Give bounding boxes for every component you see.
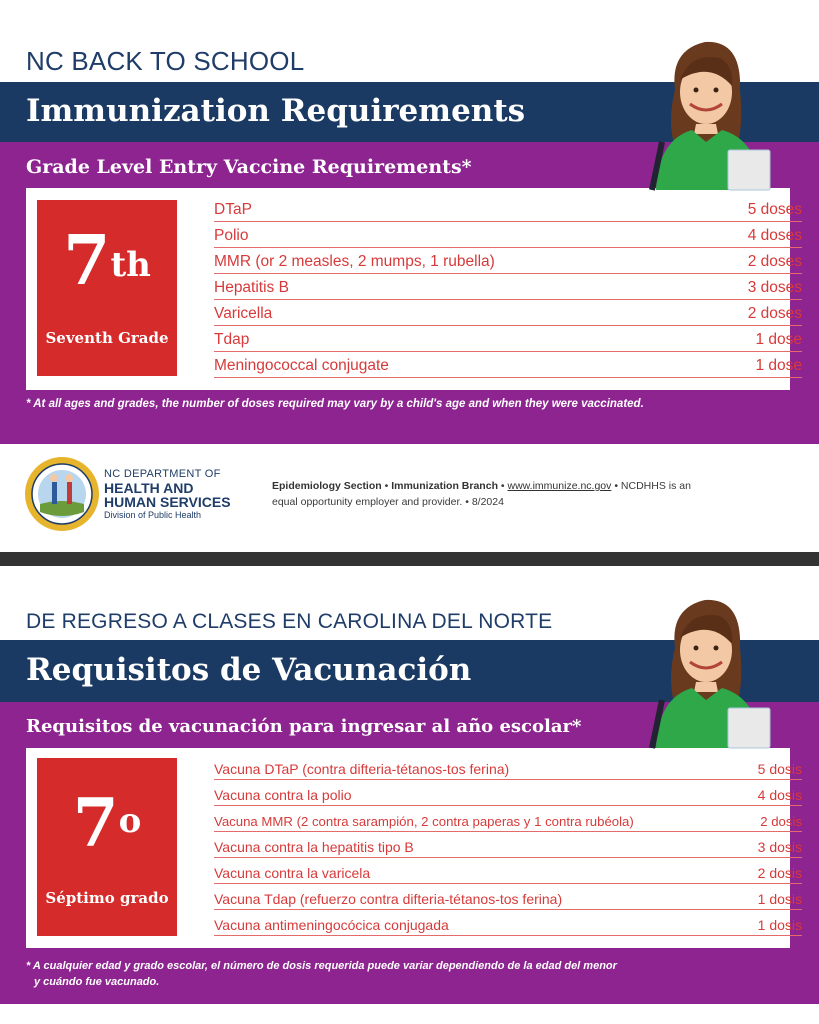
spanish-footnote [26, 958, 806, 990]
spanish-kicker: DE REGRESO A CLASES EN CAROLINA DEL NORTE [26, 610, 553, 633]
spanish-title: Requisitos de Vacunación [26, 652, 472, 688]
vaccine-doses: 1 dose [755, 331, 802, 348]
english-vaccine-row [214, 274, 802, 300]
spanish-vaccine-row [214, 780, 802, 806]
english-kicker: NC BACK TO SCHOOL [26, 46, 305, 76]
english-vaccine-row [214, 352, 802, 378]
footer-bullet: • [465, 496, 469, 508]
vaccine-doses: 1 dosis [757, 917, 802, 933]
footer-notice-b: equal opportunity employer and provider. [272, 496, 463, 508]
vaccine-doses: 1 dose [755, 357, 802, 374]
vaccine-name: Polio [214, 227, 249, 244]
spanish-requirements-card [26, 748, 802, 948]
spanish-footnote-line-2: y cuándo fue vacunado. [34, 976, 160, 988]
spanish-vaccine-row [214, 832, 802, 858]
english-subtitle: Grade Level Entry Vaccine Requirements* [26, 156, 472, 178]
english-vaccine-row [214, 326, 802, 352]
footer-branch: Immunization Branch [391, 480, 498, 492]
footer-date: 8/2024 [471, 496, 504, 508]
spanish-vaccine-row [214, 910, 802, 936]
dept-line-3: HUMAN SERVICES [104, 494, 231, 510]
english-grade-number: 7 [63, 221, 111, 301]
vaccine-doses: 5 dosis [757, 761, 802, 777]
footer-section: Epidemiology Section [272, 480, 382, 492]
spanish-subtitle: Requisitos de vacunación para ingresar al año escolar* [26, 716, 582, 737]
english-grade-box [37, 200, 177, 376]
english-footnote: * At all ages and grades, the number of doses required may vary by a child's age and when they were vaccinated. [26, 398, 644, 410]
vaccine-name: Hepatitis B [214, 279, 289, 296]
section-divider [0, 552, 819, 566]
vaccine-name: Meningococcal conjugate [214, 357, 389, 374]
footer-bullet: • [500, 480, 505, 492]
vaccine-doses: 4 doses [747, 227, 802, 244]
vaccine-name: Tdap [214, 331, 250, 348]
vaccine-name: Vacuna antimeningocócica conjugada [214, 917, 449, 933]
dept-line-2: HEALTH AND [104, 480, 194, 496]
vaccine-name: Vacuna MMR (2 contra sarampión, 2 contra paperas y 1 contra rubéola) [214, 814, 634, 829]
department-footer [0, 444, 819, 552]
student-photo [630, 588, 780, 748]
english-vaccine-row [214, 196, 802, 222]
english-requirements-card [26, 188, 802, 390]
english-vaccine-row [214, 222, 802, 248]
vaccine-doses: 2 dosis [760, 814, 802, 829]
spanish-grade-label: Séptimo grado [45, 889, 169, 907]
vaccine-name: MMR (or 2 measles, 2 mumps, 1 rubella) [214, 253, 495, 270]
dept-line-4: Division of Public Health [104, 510, 202, 520]
english-vaccine-row [214, 300, 802, 326]
spanish-vaccine-row [214, 884, 802, 910]
vaccine-doses: 1 dosis [757, 891, 802, 907]
english-vaccine-row [214, 248, 802, 274]
vaccine-name: Vacuna contra la polio [214, 787, 352, 803]
footer-website-link[interactable]: www.immunize.nc.gov [507, 480, 612, 492]
spanish-vaccine-row [214, 806, 802, 832]
vaccine-name: Varicella [214, 305, 273, 322]
vaccine-name: Vacuna contra la varicela [214, 865, 371, 881]
spanish-grade-suffix: o [118, 801, 142, 841]
dept-line-1: NC DEPARTMENT OF [104, 468, 221, 480]
footer-bullet: • [384, 480, 389, 492]
footer-credits [272, 478, 792, 510]
vaccine-name: DTaP [214, 201, 252, 218]
spanish-grade-box [37, 758, 177, 936]
vaccine-doses: 2 dosis [757, 865, 802, 881]
english-grade-suffix: th [110, 245, 151, 285]
vaccine-name: Vacuna DTaP (contra difteria-tétanos-tos ferina) [214, 761, 510, 777]
vaccine-doses: 4 dosis [757, 787, 802, 803]
spanish-vaccine-row [214, 858, 802, 884]
nc-state-seal-icon [24, 456, 100, 532]
english-title: Immunization Requirements [26, 93, 526, 129]
spanish-footnote-line-1: * A cualquier edad y grado escolar, el número de dosis requerida puede variar dependiendo de la edad del menor [26, 960, 617, 972]
footer-notice-a: NCDHHS is an [620, 480, 691, 492]
footer-bullet: • [614, 480, 618, 492]
vaccine-name: Vacuna contra la hepatitis tipo B [214, 839, 414, 855]
vaccine-doses: 3 doses [747, 279, 802, 296]
vaccine-doses: 3 dosis [757, 839, 802, 855]
vaccine-doses: 2 doses [747, 253, 802, 270]
student-photo [630, 30, 780, 190]
english-grade-label: Seventh Grade [45, 329, 169, 347]
vaccine-name: Vacuna Tdap (refuerzo contra difteria-tétanos-tos ferina) [214, 891, 563, 907]
vaccine-doses: 2 doses [747, 305, 802, 322]
spanish-vaccine-row [214, 754, 802, 780]
spanish-grade-number: 7 [72, 784, 119, 862]
vaccine-doses: 5 doses [747, 201, 802, 218]
